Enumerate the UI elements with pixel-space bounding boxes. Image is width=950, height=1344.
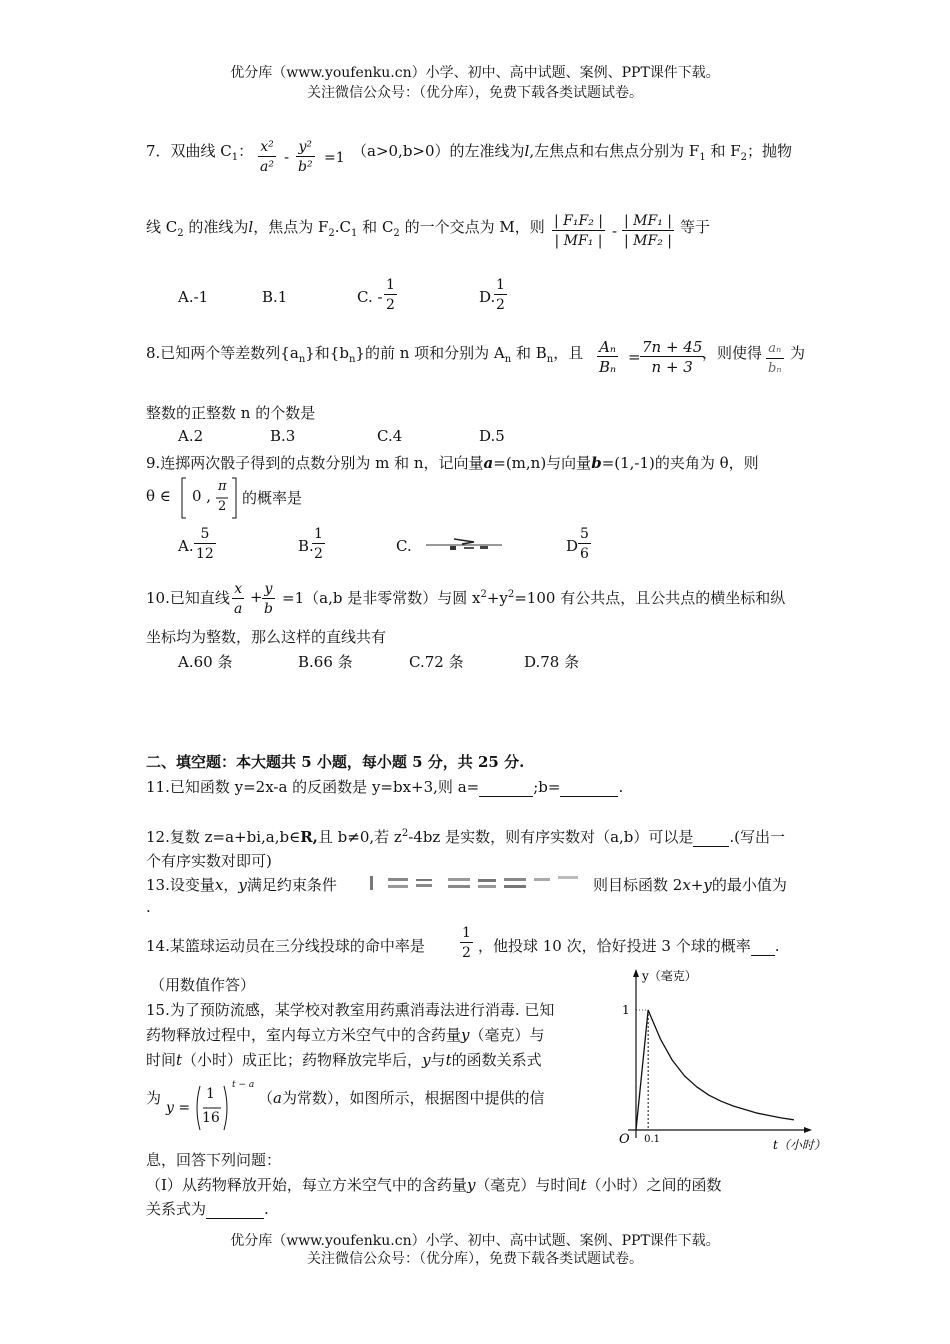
q10-option-a: A.60 条 bbox=[178, 653, 233, 671]
footer-line-2: 关注微信公众号：（优分库），免费下载各类试题试卷。 bbox=[307, 1251, 643, 1267]
chart-xlabel: t（小时） bbox=[773, 1138, 826, 1152]
q13-dot: . bbox=[146, 898, 151, 916]
q9-option-d: D bbox=[566, 537, 579, 555]
q8-option-d: D.5 bbox=[479, 427, 505, 445]
q7-frac-mf: $\frac{\text{| MF₁ |}}{\text{| MF₂ |}}$ bbox=[624, 213, 672, 249]
q10-plus: + bbox=[250, 588, 263, 606]
q7-frac-y: $\frac{\text{y²}}{\text{b²}}$ bbox=[298, 139, 313, 175]
q13-line1: 13.设变量x，y满足约束条件 bbox=[146, 876, 337, 894]
q7-line1: 7．双曲线 $C_1$： bbox=[146, 142, 254, 163]
q9-interval: θ ∈ bbox=[146, 487, 171, 505]
q7-option-c: C. - bbox=[357, 288, 383, 306]
q13-constraint-garbled-image bbox=[368, 874, 588, 892]
q15-part1-line2: 关系式为 . bbox=[146, 1200, 269, 1218]
q14-text1: 14.某篮球运动员在三分线投球的命中率是 bbox=[146, 937, 425, 955]
x-axis-arrow bbox=[804, 1127, 812, 1133]
y-axis-arrow bbox=[633, 969, 639, 977]
q10-frac-y: $\frac{y}{b}$ bbox=[264, 581, 273, 617]
q10-line1-rest: =1（a,b 是非零常数）与圆 $x^2+y^2=100$ 有公共点，且公共点的横坐标和纵 bbox=[282, 589, 786, 607]
q7-minus: - bbox=[284, 148, 290, 166]
q7-option-c-frac: $\frac{1}{2}$ bbox=[386, 277, 395, 313]
chart-axes bbox=[628, 969, 812, 1138]
q9-option-a: A. bbox=[178, 537, 194, 555]
q7-frac-x: $\frac{\text{x²}}{\text{a²}}$ bbox=[260, 139, 274, 175]
q15-formula-den: 16 bbox=[202, 1110, 220, 1126]
q8-option-c: C.4 bbox=[377, 427, 403, 445]
q9-zero: 0 , bbox=[192, 487, 212, 505]
q7-option-d: D. bbox=[479, 288, 496, 306]
q8-frac-ab: $\frac{\text{Aₙ}}{\text{Bₙ}}$ bbox=[599, 338, 617, 376]
header-line-1: 优分库（www.youfenku.cn）小学、初中、高中试题、案例、PPT课件下载。 bbox=[230, 65, 720, 81]
q10-option-d: D.78 条 bbox=[524, 653, 580, 671]
q15-line4-rest: （a为常数），如图所示，根据图中提供的信 bbox=[258, 1089, 545, 1107]
q7-line2: 线 $C_2$ 的准线为l，焦点为 $F_2.C_1$ 和 $C_2$ 的一个交点为 M，则 bbox=[146, 218, 545, 239]
chart-decay-curve bbox=[648, 1010, 794, 1120]
q7-minus2: - bbox=[612, 222, 618, 240]
q9-line1: 9.连掷两次骰子得到的点数分别为 m 和 n，记向量a=(m,n)与向量b=(1,-1)的夹角为 θ，则 bbox=[146, 454, 759, 472]
q15-line1: 15.为了预防流感，某学校对教室用药熏消毒法进行消毒. 已知 bbox=[146, 1001, 555, 1019]
q7-tail: 等于 bbox=[680, 218, 711, 236]
q10-line2: 坐标均为整数，那么这样的直线共有 bbox=[146, 628, 387, 646]
q8-frac-expr: $\frac{7n + 45}{n + 3}$ bbox=[642, 338, 703, 376]
q15-formula-num: 1 bbox=[206, 1086, 215, 1102]
q12-line1: 12.复数 z=a+bi,a,b∈R,且 b≠0,若 $z^2-4bz$ 是实数，则有序实数对（a,b）可以是 .(写出一 bbox=[146, 828, 786, 846]
q8-line2: 整数的正整数 n 的个数是 bbox=[146, 404, 316, 422]
q7-eq: =1 bbox=[324, 150, 345, 166]
q15-line5: 息，回答下列问题： bbox=[146, 1151, 282, 1169]
q15-formula-exp: t − a bbox=[232, 1080, 255, 1090]
q7-option-a: A.-1 bbox=[178, 288, 209, 306]
chart-tick-x: 0.1 bbox=[644, 1134, 661, 1145]
q9-option-d-frac: $\frac{5}{6}$ bbox=[580, 526, 589, 562]
q15-formula-y: y = bbox=[166, 1100, 191, 1116]
q14-frac: $\frac{1}{2}$ bbox=[462, 925, 471, 961]
footer-line-1: 优分库（www.youfenku.cn）小学、初中、高中试题、案例、PPT课件下载。 bbox=[230, 1233, 720, 1249]
q11: 11.已知函数 y=2x-a 的反函数是 y=bx+3,则 a= ;b= . bbox=[146, 778, 624, 796]
q10-frac-x: $\frac{x}{a}$ bbox=[234, 581, 243, 617]
q9-pi: π bbox=[218, 479, 227, 494]
q7-option-b: B.1 bbox=[262, 288, 288, 306]
q14-line1-rest: ，他投球 10 次，恰好投进 3 个球的概率 . bbox=[478, 937, 780, 955]
q15-chart bbox=[610, 966, 826, 1152]
header-line-2: 关注微信公众号：（优分库），免费下载各类试题试卷。 bbox=[307, 85, 643, 101]
q12-line2: 个有序实数对即可) bbox=[146, 852, 272, 870]
q9-option-b: B. bbox=[298, 537, 314, 555]
q9-option-c: C. bbox=[396, 537, 412, 555]
q15-line3: 时间t（小时）成正比；药物释放完毕后，y与t的函数关系式 bbox=[146, 1051, 542, 1069]
q8-text6: ，则使得 bbox=[702, 344, 763, 362]
q8-text7: 为 bbox=[790, 344, 806, 362]
q9-option-c-garbled-image bbox=[424, 536, 504, 552]
q9-option-b-frac: $\frac{1}{2}$ bbox=[314, 526, 323, 562]
q9-text4: 的概率是 bbox=[242, 489, 303, 507]
q10-option-c: C.72 条 bbox=[409, 653, 464, 671]
q9-two: 2 bbox=[218, 499, 227, 514]
q8-option-a: A.2 bbox=[178, 427, 204, 445]
chart-origin: O bbox=[619, 1132, 630, 1147]
q8-frac-anbn: $\frac{\text{aₙ}}{\text{bₙ}}$ bbox=[768, 341, 782, 376]
q15-line2: 药物释放过程中，室内每立方米空气中的含药量y（毫克）与 bbox=[146, 1026, 545, 1044]
q14-line2: （用数值作答） bbox=[150, 976, 256, 994]
q7-frac-f1f2: $\frac{\text{| F₁F₂ |}}{\text{| MF₁ |}}$ bbox=[554, 213, 603, 249]
chart-rise-segment bbox=[636, 1010, 648, 1130]
q8-eq: = bbox=[628, 348, 641, 366]
q15-part1: （Ⅰ）从药物释放开始，每立方米空气中的含药量y（毫克）与时间t（小时）之间的函数 bbox=[146, 1176, 722, 1194]
q8-line1: 8.已知两个等差数列$\{a_n\}$和$\{b_n\}$的前 n 项和分别为 $A_n$ 和 $B_n$，且 bbox=[146, 344, 584, 365]
chart-tick-y: 1 bbox=[622, 1003, 630, 1017]
q15-line4a: 为 bbox=[146, 1089, 162, 1107]
q7-line1-rest: （a>0,b>0）的左准线为l,左焦点和右焦点分别为 $F_1$ 和 $F_2$；抛物 bbox=[352, 142, 793, 163]
q7-option-d-frac: $\frac{1}{2}$ bbox=[496, 277, 505, 313]
q13-line1-rest: 则目标函数 2x+y的最小值为 bbox=[593, 876, 787, 894]
q10-option-b: B.66 条 bbox=[298, 653, 353, 671]
section2-title: 二、填空题：本大题共 5 小题，每小题 5 分，共 25 分. bbox=[146, 753, 525, 771]
chart-ylabel: y（毫克） bbox=[642, 969, 697, 983]
q9-option-a-frac: $\frac{5}{12}$ bbox=[196, 526, 214, 562]
q8-option-b: B.3 bbox=[270, 427, 296, 445]
q10-text1: 10.已知直线 bbox=[146, 589, 230, 607]
